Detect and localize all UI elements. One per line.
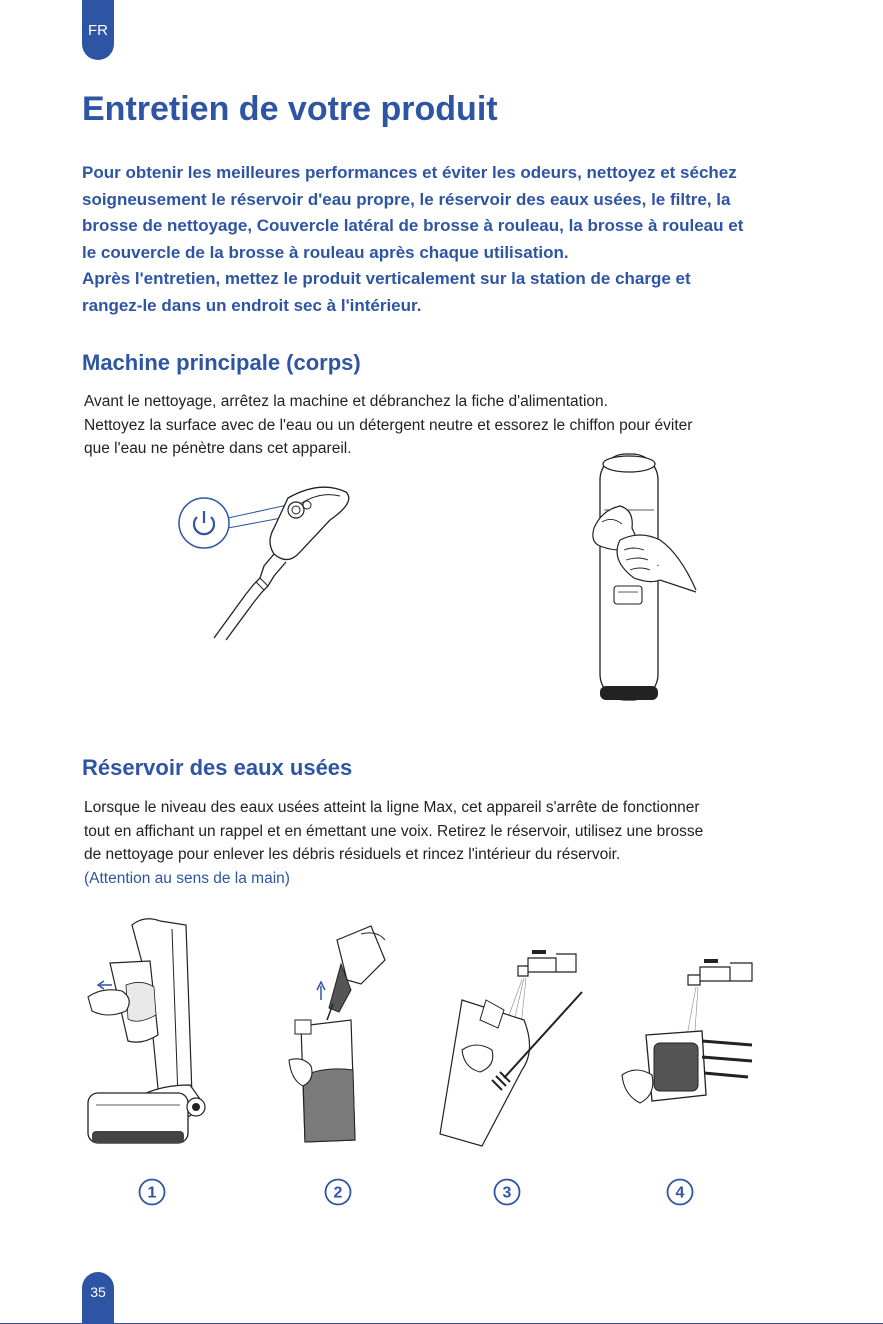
intro-line: Pour obtenir les meilleures performances et éviter les odeurs, nettoyez et séchez xyxy=(82,163,737,182)
body-line: Nettoyez la surface avec de l'eau ou un détergent neutre et essorez le chiffon pour éviter xyxy=(84,416,693,434)
step-number-1 xyxy=(138,1178,166,1206)
intro-line: soigneusement le réservoir d'eau propre, le réservoir des eaux usées, le filtre, la xyxy=(82,189,731,209)
svg-text:2: 2 xyxy=(333,1184,343,1202)
page-title: Entretien de votre produit xyxy=(82,90,498,128)
step-4-illustration xyxy=(612,945,762,1145)
intro-line: rangez-le dans un endroit sec à l'intérieur. xyxy=(82,295,422,315)
section-heading-tank: Réservoir des eaux usées xyxy=(82,755,353,780)
step-2-illustration xyxy=(285,920,395,1150)
step-1-illustration xyxy=(82,915,217,1155)
step-number-3 xyxy=(493,1178,521,1206)
body-line: Lorsque le niveau des eaux usées atteint la ligne Max, cet appareil s'arrête de fonctionner xyxy=(84,799,700,816)
language-tab: FR xyxy=(82,0,114,60)
intro-paragraph xyxy=(82,160,802,319)
svg-text:3: 3 xyxy=(502,1184,512,1202)
step-number-4 xyxy=(666,1178,694,1206)
step-number-2 xyxy=(324,1178,352,1206)
body-line: de nettoyage pour enlever les débris résiduels et rincez l'intérieur du réservoir. xyxy=(84,846,621,863)
tank-instructions xyxy=(84,796,703,890)
intro-line: brosse de nettoyage, Couvercle latéral de brosse à rouleau, la brosse à rouleau et xyxy=(82,216,744,235)
svg-text:1: 1 xyxy=(147,1184,157,1202)
intro-line: le couvercle de la brosse à rouleau après chaque utilisation. xyxy=(82,242,569,262)
intro-line: Après l'entretien, mettez le produit verticalement sur la station de charge et xyxy=(82,269,691,288)
body-line: tout en affichant un rappel et en émettant une voix. Retirez le réservoir, utilisez une brosse xyxy=(84,822,704,840)
wipe-body-illustration xyxy=(580,450,705,705)
section-heading-main: Machine principale (corps) xyxy=(82,350,361,375)
svg-text:4: 4 xyxy=(675,1184,685,1202)
attention-note: (Attention au sens de la main) xyxy=(84,869,290,887)
body-line: Avant le nettoyage, arrêtez la machine et débranchez la fiche d'alimentation. xyxy=(84,393,608,410)
power-button-illustration xyxy=(170,480,370,645)
body-line: que l'eau ne pénètre dans cet appareil. xyxy=(84,440,352,457)
page-number: 35 xyxy=(82,1272,114,1324)
step-3-illustration xyxy=(432,940,602,1150)
